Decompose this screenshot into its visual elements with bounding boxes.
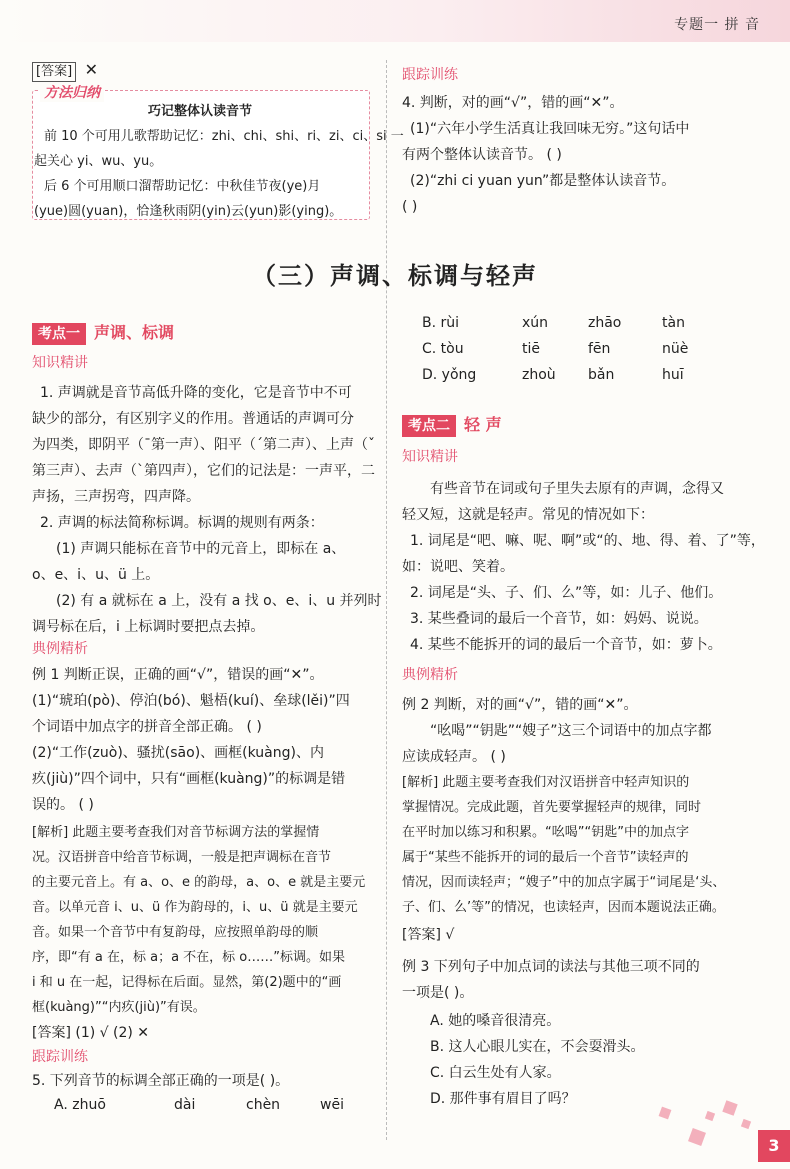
header-band — [0, 0, 790, 42]
answer-line: [答案] (1) √ (2) ✕ — [32, 1025, 150, 1041]
analysis2-line: 属于“某些不能拆开的词的最后一个音节”读轻声的 — [402, 850, 689, 865]
option-cell: bǎn — [588, 367, 615, 383]
decor-square — [722, 1100, 737, 1115]
knowledge2-line: 1. 词尾是“吧、嘛、呢、啊”或“的、地、得、着、了”等， — [410, 533, 765, 549]
knowledge2-line: 有些音节在词或句子里失去原有的声调，念得又 — [430, 481, 724, 497]
option-cell: zhāo — [588, 315, 622, 331]
knowledge-line: 为四类，即阴平（ˉ第一声）、阳平（ˊ第二声）、上声（ˇ — [32, 437, 375, 453]
option-row — [422, 310, 688, 336]
kp2-title: 轻 声 — [464, 415, 502, 434]
knowledge-label: 知识精讲 — [32, 355, 88, 371]
option-row — [422, 362, 688, 388]
answer-tag: [答案] — [32, 62, 76, 82]
example3-line: 一项是( )。 — [402, 985, 474, 1001]
knowledge2-line: 3. 某些叠词的最后一个音节，如：妈妈、说说。 — [410, 611, 708, 627]
example3-option: C. 白云生处有人家。 — [430, 1065, 561, 1081]
example-label-2: 典例精析 — [402, 667, 458, 683]
option-cell: wēi — [320, 1097, 344, 1113]
knowledge2-line: 4. 某些不能拆开的词的最后一个音节，如：萝卜。 — [410, 637, 722, 653]
q5-option-a — [54, 1092, 344, 1118]
example3-option: B. 这人心眼儿实在，不会耍滑头。 — [430, 1039, 645, 1055]
method-line: 前 10 个可用儿歌帮助记忆：zhi、chi、shi、ri、zi、ci、si 一 — [44, 129, 404, 144]
option-cell: tàn — [662, 315, 685, 331]
analysis-line: i 和 u 在一起，记得标在后面。显然，第(2)题中的“画 — [32, 975, 342, 990]
header-topic: 专题一 拼 音 — [674, 17, 760, 33]
knowledge-line: 第三声）、去声（ˋ第四声），它们的记法是：一声平，二 — [32, 463, 375, 479]
column-divider — [386, 60, 387, 1140]
option-cell: xún — [522, 315, 549, 331]
example1-line: 疚(jiù)”四个词中，只有“画框(kuàng)”的标调是错 — [32, 771, 346, 787]
method-line: 起关心 yi、wu、yu。 — [34, 154, 163, 169]
analysis-line: 况。汉语拼音中给音节标调，一般是把声调标在音节 — [32, 850, 332, 865]
knowledge-line: 1. 声调就是音节高低升降的变化，它是音节中不可 — [40, 385, 352, 401]
example1-line: 例 1 判断正误，正确的画“√”，错误的画“✕”。 — [32, 667, 324, 683]
option-cell: huī — [662, 367, 684, 383]
method-label: 方法归纳 — [40, 82, 104, 102]
training-label: 跟踪训练 — [32, 1049, 88, 1065]
decor-square — [688, 1128, 706, 1146]
example2-line: 例 2 判断，对的画“√”，错的画“✕”。 — [402, 697, 638, 713]
section-title: （三）声调、标调与轻声 — [252, 261, 538, 290]
q4-line: (1)“六年小学生活真让我回味无穷。”这句话中 — [410, 121, 690, 137]
example1-line: 个词语中加点字的拼音全部正确。 ( ) — [32, 719, 262, 735]
example2-line: “吆喝”“钥匙”“嫂子”这三个词语中的加点字都 — [430, 723, 712, 739]
method-line: (yue)圆(yuan)，恰逢秋雨阴(yin)云(yun)影(ying)。 — [34, 204, 343, 219]
answer-value: ✕ — [84, 60, 99, 79]
option-row — [422, 336, 688, 362]
knowledge-line: 声扬，三声拐弯，四声降。 — [32, 489, 200, 505]
knowledge-label-2: 知识精讲 — [402, 449, 458, 465]
q4-line: 4. 判断，对的画“√”，错的画“✕”。 — [402, 95, 624, 111]
kp2-heading — [402, 412, 502, 437]
example3-option: D. 那件事有眉目了吗？ — [430, 1091, 576, 1107]
knowledge-line: 2. 声调的标法简称标调。标调的规则有两条： — [40, 515, 324, 531]
kp1-heading — [32, 320, 174, 345]
page-number: 3 — [758, 1130, 790, 1162]
decor-square — [705, 1111, 715, 1121]
kp1-title: 声调、标调 — [94, 323, 175, 342]
analysis-line: 框(kuàng)”“内疚(jiù)”有误。 — [32, 1000, 206, 1015]
q5-stem: 5. 下列音节的标调全部正确的一项是( )。 — [32, 1073, 290, 1089]
decor-square — [741, 1119, 751, 1129]
example1-line: 误的。 ( ) — [32, 797, 94, 813]
analysis2-line: [解析] 此题主要考查我们对汉语拼音中轻声知识的 — [402, 775, 690, 790]
option-cell: A. zhuō — [54, 1097, 106, 1113]
option-cell: D. yǒng — [422, 367, 477, 383]
example3-line: 例 3 下列句子中加点词的读法与其他三项不同的 — [402, 959, 700, 975]
method-heading: 巧记整体认读音节 — [147, 104, 252, 119]
answer-line-top — [32, 60, 98, 82]
analysis2-line: 掌握情况。完成此题，首先要掌握轻声的规律，同时 — [402, 800, 702, 815]
analysis2-line: 子、们、么’等”的情况，也读轻声，因而本题说法正确。 — [402, 900, 725, 915]
example1-line: (1)“琥珀(pò)、停泊(bó)、魁梧(kuí)、垒球(lěi)”四 — [32, 693, 350, 709]
q5-options-bcd — [422, 310, 688, 388]
knowledge2-line: 2. 词尾是“头、子、们、么”等，如：儿子、他们。 — [410, 585, 723, 601]
knowledge-line: 调号标在后，i 上标调时要把点去掉。 — [32, 619, 265, 635]
knowledge-line: (1) 声调只能标在音节中的元音上，即标在 a、 — [56, 541, 346, 557]
analysis2-line: 情况，因而读轻声；“嫂子”中的加点字属于“词尾是‘头、 — [402, 875, 726, 890]
option-cell: tiē — [522, 341, 540, 357]
analysis-line: 序，即“有 a 在，标 a；a 不在，标 o……”标调。如果 — [32, 950, 345, 965]
training-label-top: 跟踪训练 — [402, 67, 458, 83]
analysis-line: [解析] 此题主要考查我们对音节标调方法的掌握情 — [32, 825, 320, 840]
q4-line: 有两个整体认读音节。 ( ) — [402, 147, 562, 163]
analysis-line: 音。以单元音 i、u、ü 作为韵母的，i、u、ü 就是主要元 — [32, 900, 358, 915]
kp2-tag: 考点二 — [402, 415, 456, 437]
decor-square — [659, 1107, 672, 1120]
example1-line: (2)“工作(zuò)、骚扰(sāo)、画框(kuàng)、内 — [32, 745, 324, 761]
option-cell: B. rùi — [422, 315, 460, 331]
kp1-tag: 考点一 — [32, 323, 86, 345]
example3-option: A. 她的嗓音很清亮。 — [430, 1013, 561, 1029]
answer2-line: [答案] √ — [402, 927, 455, 943]
q4-line: (2)“zhi ci yuan yun”都是整体认读音节。 — [410, 173, 676, 189]
option-cell: nüè — [662, 341, 689, 357]
option-cell: chèn — [246, 1097, 281, 1113]
q4-line: ( ) — [402, 199, 418, 215]
analysis2-line: 在平时加以练习和积累。“吆喝”“钥匙”中的加点字 — [402, 825, 689, 840]
knowledge-line: 缺少的部分，有区别字义的作用。普通话的声调可分 — [32, 411, 354, 427]
knowledge-line: o、e、i、u、ü 上。 — [32, 567, 160, 583]
option-cell: C. tòu — [422, 341, 464, 357]
option-cell: dài — [174, 1097, 196, 1113]
analysis-line: 音。如果一个音节中有复韵母，应按照单韵母的顺 — [32, 925, 319, 940]
example2-line: 应读成轻声。 ( ) — [402, 749, 506, 765]
knowledge2-line: 轻又短，这就是轻声。常见的情况如下： — [402, 507, 654, 523]
option-cell: fēn — [588, 341, 611, 357]
knowledge-line: (2) 有 a 就标在 a 上，没有 a 找 o、e、i、u 并列时 — [56, 593, 382, 609]
method-line: 后 6 个可用顺口溜帮助记忆：中秋佳节夜(ye)月 — [44, 179, 321, 194]
analysis-line: 的主要元音上。有 a、o、e 的韵母，a、o、e 就是主要元 — [32, 875, 366, 890]
example-label: 典例精析 — [32, 641, 88, 657]
option-cell: zhoù — [522, 367, 556, 383]
knowledge2-line: 如：说吧、笑着。 — [402, 559, 514, 575]
